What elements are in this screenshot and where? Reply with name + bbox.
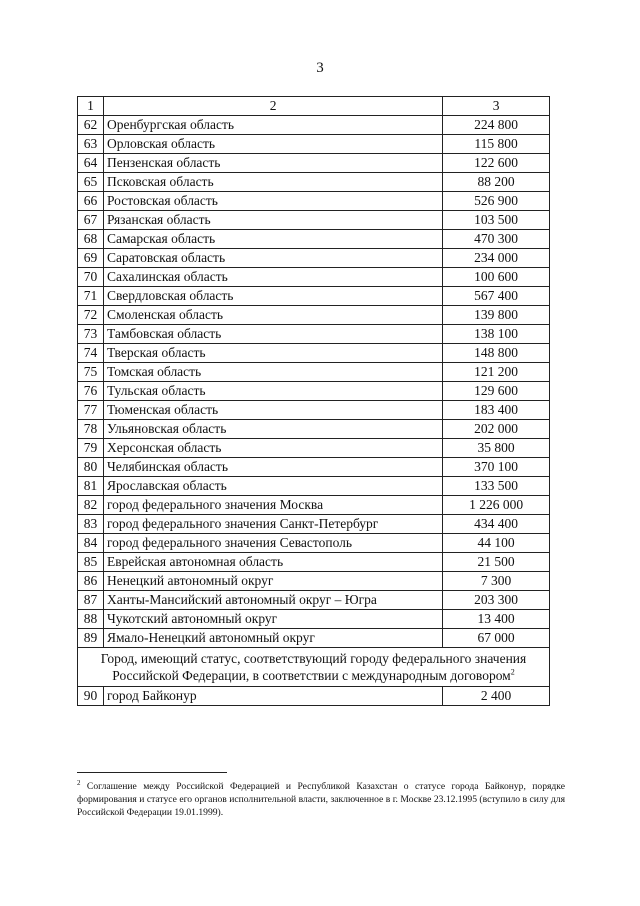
row-number: 70 — [78, 268, 104, 287]
table-row — [78, 629, 550, 648]
table-row — [78, 211, 550, 230]
row-number: 78 — [78, 420, 104, 439]
region-name: Тюменская область — [103, 401, 442, 420]
table-row — [78, 363, 550, 382]
region-name: город федерального значения Санкт-Петербург — [103, 515, 442, 534]
table-row — [78, 268, 550, 287]
table-row — [78, 439, 550, 458]
region-value: 122 600 — [443, 154, 550, 173]
region-value: 129 600 — [443, 382, 550, 401]
region-name: Орловская область — [103, 135, 442, 154]
table-row — [78, 420, 550, 439]
region-name: Ямало-Ненецкий автономный округ — [103, 629, 442, 648]
row-number: 67 — [78, 211, 104, 230]
section-heading-cell — [78, 648, 550, 687]
region-name: Самарская область — [103, 230, 442, 249]
row-number: 75 — [78, 363, 104, 382]
region-value: 234 000 — [443, 249, 550, 268]
table-row — [78, 458, 550, 477]
footnote-text: Соглашение между Российской Федерацией и Республикой Казахстан о статусе города Байконур, порядке формирования и статусе его органов исполнительной власти, заключенное в г. Москве 23.12.1995 (вступило в силу для Российской Федерации 19.01.1999). — [77, 781, 565, 818]
row-number: 69 — [78, 249, 104, 268]
table-row — [78, 591, 550, 610]
region-value: 224 800 — [443, 116, 550, 135]
table-row — [78, 287, 550, 306]
table-row — [78, 477, 550, 496]
table-row — [78, 325, 550, 344]
header-cell-3: 3 — [443, 97, 550, 116]
region-name: город Байконур — [103, 687, 442, 706]
region-name: Тульская область — [103, 382, 442, 401]
row-number: 77 — [78, 401, 104, 420]
row-number: 68 — [78, 230, 104, 249]
region-value: 567 400 — [443, 287, 550, 306]
section-heading: Город, имеющий статус, соответствующий городу федерального значения Российской Федерации, в соответствии с международным договором — [100, 651, 527, 683]
table-row — [78, 230, 550, 249]
region-name: Ульяновская область — [103, 420, 442, 439]
region-name: город федерального значения Москва — [103, 496, 442, 515]
region-value: 7 300 — [443, 572, 550, 591]
table-row — [78, 173, 550, 192]
region-name: Пензенская область — [103, 154, 442, 173]
region-value: 139 800 — [443, 306, 550, 325]
region-name: Саратовская область — [103, 249, 442, 268]
region-value: 183 400 — [443, 401, 550, 420]
table-row — [78, 306, 550, 325]
header-row — [78, 97, 550, 116]
region-name: Херсонская область — [103, 439, 442, 458]
region-name: Тверская область — [103, 344, 442, 363]
region-value: 470 300 — [443, 230, 550, 249]
table-row — [78, 344, 550, 363]
region-name: Ярославская область — [103, 477, 442, 496]
row-number: 66 — [78, 192, 104, 211]
table-row — [78, 401, 550, 420]
table-row — [78, 687, 550, 706]
region-value: 138 100 — [443, 325, 550, 344]
region-value: 103 500 — [443, 211, 550, 230]
row-number: 76 — [78, 382, 104, 401]
row-number: 81 — [78, 477, 104, 496]
row-number: 90 — [78, 687, 104, 706]
region-name: Свердловская область — [103, 287, 442, 306]
row-number: 63 — [78, 135, 104, 154]
table-row — [78, 154, 550, 173]
region-name: Смоленская область — [103, 306, 442, 325]
table-row — [78, 515, 550, 534]
region-value: 434 400 — [443, 515, 550, 534]
region-value: 526 900 — [443, 192, 550, 211]
row-number: 64 — [78, 154, 104, 173]
row-number: 88 — [78, 610, 104, 629]
region-value: 44 100 — [443, 534, 550, 553]
row-number: 89 — [78, 629, 104, 648]
table-row — [78, 496, 550, 515]
table-row — [78, 135, 550, 154]
region-name: Ханты-Мансийский автономный округ – Югра — [103, 591, 442, 610]
table-row — [78, 534, 550, 553]
region-value: 203 300 — [443, 591, 550, 610]
header-cell-2: 2 — [103, 97, 442, 116]
region-name: Тамбовская область — [103, 325, 442, 344]
table-row — [78, 572, 550, 591]
table-row — [78, 553, 550, 572]
row-number: 72 — [78, 306, 104, 325]
row-number: 62 — [78, 116, 104, 135]
region-value: 370 100 — [443, 458, 550, 477]
region-value: 100 600 — [443, 268, 550, 287]
row-number: 74 — [78, 344, 104, 363]
page-number: 3 — [316, 60, 324, 76]
region-value: 202 000 — [443, 420, 550, 439]
region-value: 1 226 000 — [443, 496, 550, 515]
region-value: 133 500 — [443, 477, 550, 496]
footnote-reference: 2 — [510, 667, 515, 677]
row-number: 86 — [78, 572, 104, 591]
region-value: 121 200 — [443, 363, 550, 382]
region-name: Томская область — [103, 363, 442, 382]
row-number: 73 — [78, 325, 104, 344]
row-number: 85 — [78, 553, 104, 572]
footnote — [77, 780, 565, 819]
region-name: Еврейская автономная область — [103, 553, 442, 572]
region-name: Рязанская область — [103, 211, 442, 230]
row-number: 80 — [78, 458, 104, 477]
footnote-mark: 2 — [77, 778, 81, 787]
row-number: 65 — [78, 173, 104, 192]
region-name: Ростовская область — [103, 192, 442, 211]
table-row — [78, 249, 550, 268]
header-cell-1: 1 — [78, 97, 104, 116]
region-name: Оренбургская область — [103, 116, 442, 135]
region-value: 115 800 — [443, 135, 550, 154]
region-value: 148 800 — [443, 344, 550, 363]
row-number: 83 — [78, 515, 104, 534]
row-number: 82 — [78, 496, 104, 515]
region-value: 35 800 — [443, 439, 550, 458]
data-table — [77, 96, 550, 706]
table-row — [78, 192, 550, 211]
row-number: 71 — [78, 287, 104, 306]
region-name: Сахалинская область — [103, 268, 442, 287]
region-value: 67 000 — [443, 629, 550, 648]
region-name: Чукотский автономный округ — [103, 610, 442, 629]
footnote-rule — [77, 772, 227, 773]
table-row — [78, 116, 550, 135]
table-row — [78, 610, 550, 629]
section-heading-row — [78, 648, 550, 687]
table-row — [78, 382, 550, 401]
region-value: 13 400 — [443, 610, 550, 629]
region-name: Ненецкий автономный округ — [103, 572, 442, 591]
row-number: 79 — [78, 439, 104, 458]
region-name: Челябинская область — [103, 458, 442, 477]
region-value: 21 500 — [443, 553, 550, 572]
row-number: 87 — [78, 591, 104, 610]
row-number: 84 — [78, 534, 104, 553]
region-value: 88 200 — [443, 173, 550, 192]
table-body — [78, 97, 550, 706]
region-value: 2 400 — [443, 687, 550, 706]
region-name: Псковская область — [103, 173, 442, 192]
region-name: город федерального значения Севастополь — [103, 534, 442, 553]
